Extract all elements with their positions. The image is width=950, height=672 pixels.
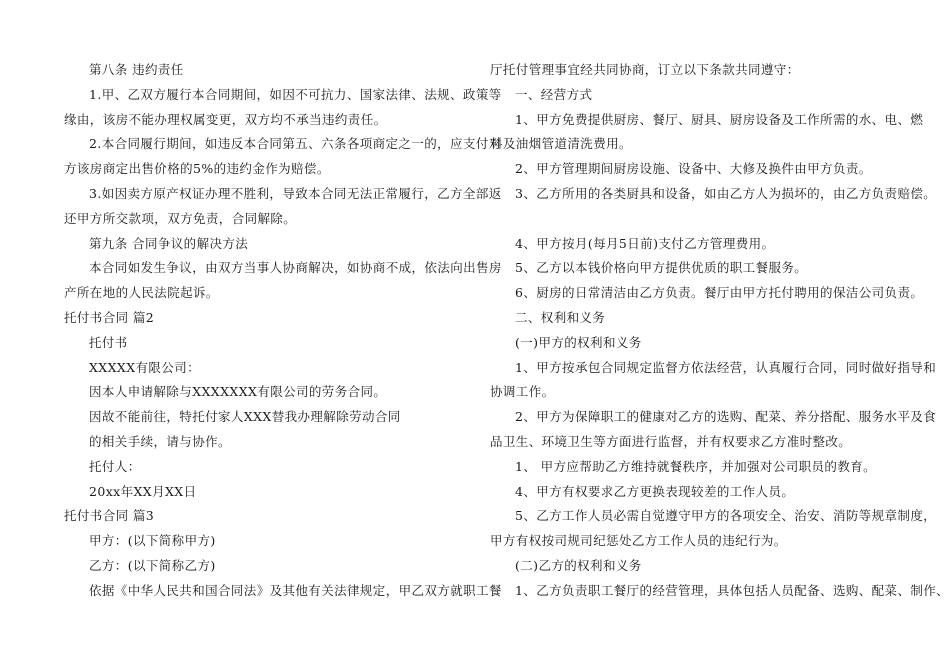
text-line: (一)甲方的权利和义务	[515, 334, 642, 350]
text-line: 托付书	[89, 334, 128, 350]
text-line: 3.如因卖方原产权证办理不胜利，导致本合同无法正常履行，乙方全部返	[89, 185, 502, 201]
text-line: 产所在地的人民法院起诉。	[64, 285, 219, 301]
text-line: (二)乙方的权利和义务	[515, 557, 642, 573]
text-line: 20xx年XX月XX日	[89, 483, 197, 499]
text-line: 托付书合同 篇2	[64, 309, 155, 325]
text-line: 6、厨房的日常清洁由乙方负责。餐厅由甲方托付聘用的保洁公司负责。	[515, 285, 924, 301]
text-line: 甲方有权按司规司纪惩处乙方工作人员的违纪行为。	[490, 533, 787, 549]
text-line: 依据《中华人民共和国合同法》及其他有关法律规定，甲乙双方就职工餐	[89, 582, 502, 598]
text-line: 因本人申请解除与XXXXXXX有限公司的劳务合同。	[89, 384, 387, 400]
text-line: 1、乙方负责职工餐厅的经营管理，具体包括人员配备、选购、配菜、制作、	[515, 582, 950, 598]
text-line: 1、甲方按承包合同规定监督方依法经营，认真履行合同，同时做好指导和	[515, 359, 937, 375]
text-line: 第九条 合同争议的解决方法	[89, 235, 249, 251]
blank-line	[490, 207, 882, 232]
text-line: 托付人：	[89, 458, 141, 474]
text-line: 二、权利和义务	[515, 309, 606, 325]
text-line: 一、经营方式	[515, 86, 593, 102]
text-line: 1、 甲方应帮助乙方维持就餐秩序，并加强对公司职员的教育。	[515, 458, 877, 474]
text-line: XXXXX有限公司：	[89, 359, 200, 375]
text-line: 4、甲方有权要求乙方更换表现较差的工作人员。	[515, 483, 795, 499]
text-line: 2、甲方为保障职工的健康对乙方的选购、配菜、养分搭配、服务水平及食	[515, 409, 937, 425]
text-line: 的相关手续，请与协作。	[89, 433, 231, 449]
text-line: 本合同如发生争议，由双方当事人协商解决，如协商不成，依法向出售房	[89, 260, 502, 276]
text-line: 乙方：(以下简称乙方)	[89, 557, 216, 573]
text-line: 2、甲方管理期间厨房设施、设备中、大修及换件由甲方负责。	[515, 161, 872, 177]
text-line: 第八条 违约责任	[89, 62, 184, 77]
text-line: 5、乙方以本钱价格向甲方提供优质的职工餐服务。	[515, 260, 808, 276]
text-line: 料及油烟管道清洗费用。	[490, 136, 632, 152]
text-line: 1、甲方免费提供厨房、餐厅、厨具、厨房设备及工作所需的水、电、燃	[515, 111, 924, 127]
text-line: 4、甲方按月(每月5日前)支付乙方管理费用。	[515, 235, 775, 251]
text-line: 还甲方所交款项，双方免责，合同解除。	[64, 210, 297, 226]
text-line: 因故不能前往，特托付家人XXX替我办理解除劳动合同	[89, 409, 401, 425]
text-line: 厅托付管理事宜经共同协商，订立以下条款共同遵守：	[490, 62, 800, 77]
text-line: 缘由，该房不能办理权属变更，双方均不承当违约责任。	[64, 111, 387, 127]
text-line: 方该房商定出售价格的5%的违约金作为赔偿。	[64, 161, 330, 177]
text-line: 品卫生、环境卫生等方面进行监督，并有权要求乙方准时整改。	[490, 433, 852, 449]
text-line: 协调工作。	[490, 384, 555, 400]
text-line: 5、乙方工作人员必需自觉遵守甲方的各项安全、治安、消防等规章制度，	[515, 508, 937, 524]
right-text-column	[490, 58, 950, 604]
text-line: 托付书合同 篇3	[64, 508, 155, 524]
text-line: 3、乙方所用的各类厨具和设备，如由乙方人为损坏的，由乙方负责赔偿。	[515, 185, 937, 201]
text-line: 2.本合同履行期间，如违反本合同第五、六条各项商定之一的，应支付对	[89, 136, 502, 152]
text-line: 甲方：(以下简称甲方)	[89, 533, 216, 549]
text-line: 1.甲、乙双方履行本合同期间，如因不可抗力、国家法律、法规、政策等	[89, 86, 502, 102]
left-text-column	[64, 58, 502, 604]
